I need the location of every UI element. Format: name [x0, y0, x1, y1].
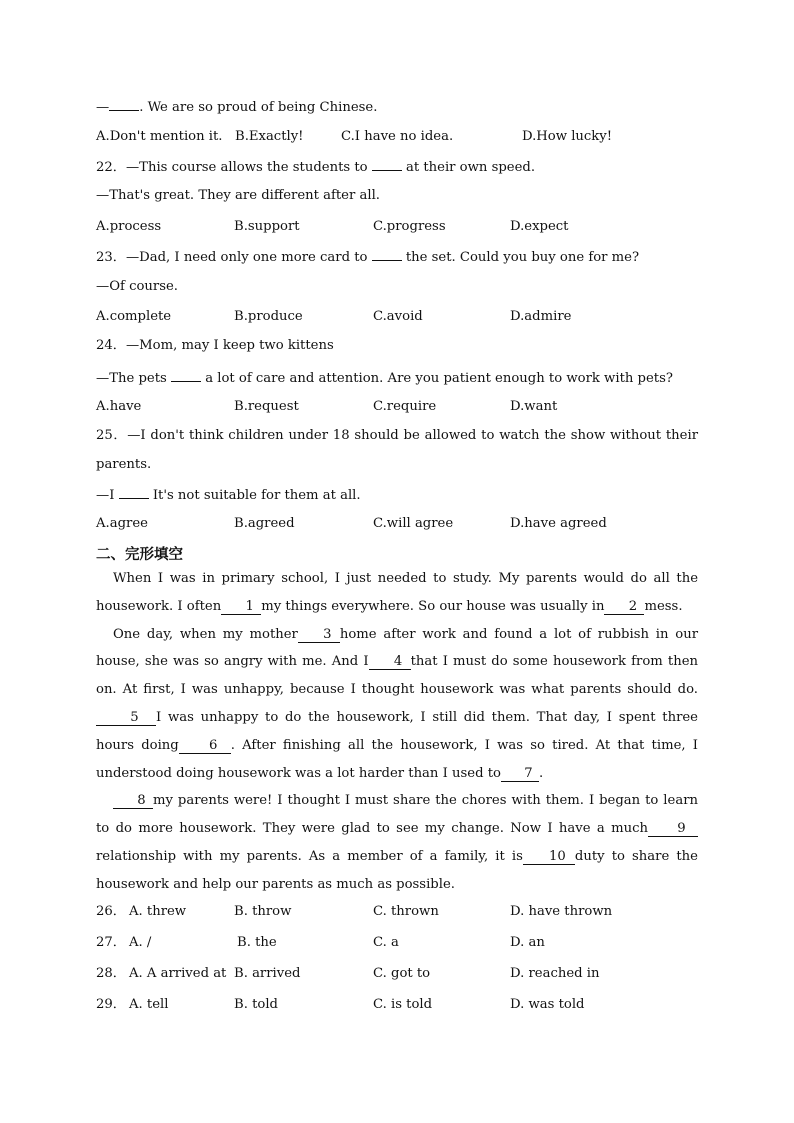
blank-5: 5: [96, 710, 156, 726]
answer-blank: [372, 157, 402, 171]
q25-reply: [96, 485, 361, 505]
passage-paragraph-1: [96, 565, 698, 621]
q24-reply-start: —The pets: [96, 371, 167, 386]
blank-3: 3: [298, 627, 340, 643]
passage-paragraph-3: [96, 787, 698, 898]
passage-text: .: [538, 765, 544, 781]
blank-10: 10: [523, 849, 575, 865]
q23-stem-start: 23．—Dad, I need only one more card to: [96, 250, 368, 265]
option-d: D. an: [510, 935, 545, 950]
option-d: D.admire: [510, 309, 572, 324]
option-b: B. the: [237, 935, 277, 950]
blank-1: 1: [221, 599, 261, 615]
q24-stem: 24．—Mom, may I keep two kittens: [96, 338, 334, 353]
q23-stem: [96, 247, 639, 267]
q22-stem: [96, 157, 535, 177]
choice-row-29: [96, 996, 736, 1014]
option-d: D.have agreed: [510, 516, 607, 531]
q24-reply-end: a lot of care and attention. Are you patient enough to work with pets?: [205, 371, 673, 386]
option-b: B. throw: [234, 904, 292, 919]
q25-stem-continued: parents.: [96, 457, 152, 472]
q23-options: [96, 308, 736, 326]
answer-blank: [109, 97, 139, 111]
question-number: 26．: [96, 904, 126, 919]
option-c: C.require: [373, 399, 437, 414]
passage-text: my parents were! I thought I must share the chores with them. I began to learn to do more housework. They were glad to see my change. Now I have a much: [96, 793, 698, 837]
option-b: B.Exactly!: [235, 129, 304, 144]
option-d: D. was told: [510, 997, 585, 1012]
choice-row-26: [96, 903, 736, 921]
q22-reply: —That's great. They are different after all.: [96, 188, 380, 203]
option-b: B.agreed: [234, 516, 295, 531]
answer-blank: [119, 485, 149, 499]
option-d: D.want: [510, 399, 558, 414]
passage-text: When I was in primary school, I just needed to study. My parents would do all the housework. I often: [96, 571, 698, 614]
q23-reply: —Of course.: [96, 279, 178, 294]
option-a: A. tell: [129, 997, 169, 1012]
blank-6: 6: [179, 738, 231, 754]
choice-row-27: [96, 934, 736, 952]
q22-stem-start: 22．—This course allows the students to: [96, 160, 368, 175]
passage-text: that I must do some housework from then on. At first, I was unhappy, because I thought housework was what parents should do.: [96, 654, 698, 698]
option-b: B. told: [234, 997, 278, 1012]
q22-stem-end: at their own speed.: [406, 160, 536, 175]
option-d: D. have thrown: [510, 904, 613, 919]
blank-7: 7: [501, 766, 539, 782]
option-a: A.Don't mention it.: [96, 129, 223, 144]
option-a: A.have: [96, 399, 142, 414]
q25-options: [96, 515, 736, 533]
passage-text: I was unhappy to do the housework, I still did them. That day, I spent three hours doing: [96, 709, 698, 753]
dash: —: [96, 100, 110, 115]
option-b: B.support: [234, 219, 300, 234]
passage-text: relationship with my parents. As a member of a family, it is: [96, 848, 523, 864]
option-a: A. /: [129, 935, 152, 950]
option-a: A.agree: [96, 516, 148, 531]
q22-options: [96, 218, 736, 236]
option-a: A.process: [96, 219, 162, 234]
q23-stem-end: the set. Could you buy one for me?: [405, 250, 640, 265]
option-d: D.expect: [510, 219, 569, 234]
option-c: C. is told: [373, 997, 433, 1012]
blank-9: 9: [648, 821, 698, 837]
section-heading: 二、完形填空: [96, 547, 183, 563]
option-a: A. threw: [129, 904, 187, 919]
q24-reply: [96, 368, 673, 388]
q21-stem-text: . We are so proud of being Chinese.: [139, 100, 378, 115]
question-number: 27．: [96, 935, 126, 950]
option-a: A.complete: [96, 309, 172, 324]
passage-text: my things everywhere. So our house was usually in: [261, 598, 605, 614]
passage-text: mess.: [644, 598, 683, 614]
option-c: C.progress: [373, 219, 446, 234]
blank-8: 8: [113, 793, 153, 809]
option-d: D.How lucky!: [522, 129, 613, 144]
passage-text: . After finishing all the housework, I was so tired. At that time, I understood doing housework was a lot harder than I used to: [96, 737, 698, 781]
blank-2: 2: [604, 599, 644, 615]
answer-blank: [171, 368, 201, 382]
blank-4: 4: [369, 654, 411, 670]
option-b: B.request: [234, 399, 299, 414]
option-c: C.I have no idea.: [341, 129, 454, 144]
question-number: 28．: [96, 966, 126, 981]
option-c: C. thrown: [373, 904, 439, 919]
q25-reply-end: It's not suitable for them at all.: [152, 488, 361, 503]
q21-stem: [96, 97, 377, 117]
option-d: D. reached in: [510, 966, 600, 981]
option-a: A. A arrived at: [129, 966, 227, 981]
q24-options: [96, 398, 736, 416]
cloze-passage: [96, 565, 698, 899]
q25-stem: 25．—I don't think children under 18 should be allowed to watch the show without their: [96, 428, 698, 443]
option-b: B.produce: [234, 309, 303, 324]
passage-paragraph-2: [96, 621, 698, 788]
option-c: C.will agree: [373, 516, 454, 531]
option-b: B. arrived: [234, 966, 301, 981]
passage-text: home after work and found a lot of rubbish in our house, she was so angry with me. And I: [96, 626, 698, 670]
q25-reply-start: —I: [96, 488, 115, 503]
question-number: 29．: [96, 997, 126, 1012]
answer-blank: [372, 247, 402, 261]
option-c: C. got to: [373, 966, 431, 981]
option-c: C. a: [373, 935, 399, 950]
passage-text: duty to share the housework and help our parents as much as possible.: [96, 848, 698, 892]
option-c: C.avoid: [373, 309, 423, 324]
passage-text: One day, when my mother: [113, 626, 298, 642]
choice-row-28: [96, 965, 736, 983]
q21-options: [96, 128, 736, 146]
